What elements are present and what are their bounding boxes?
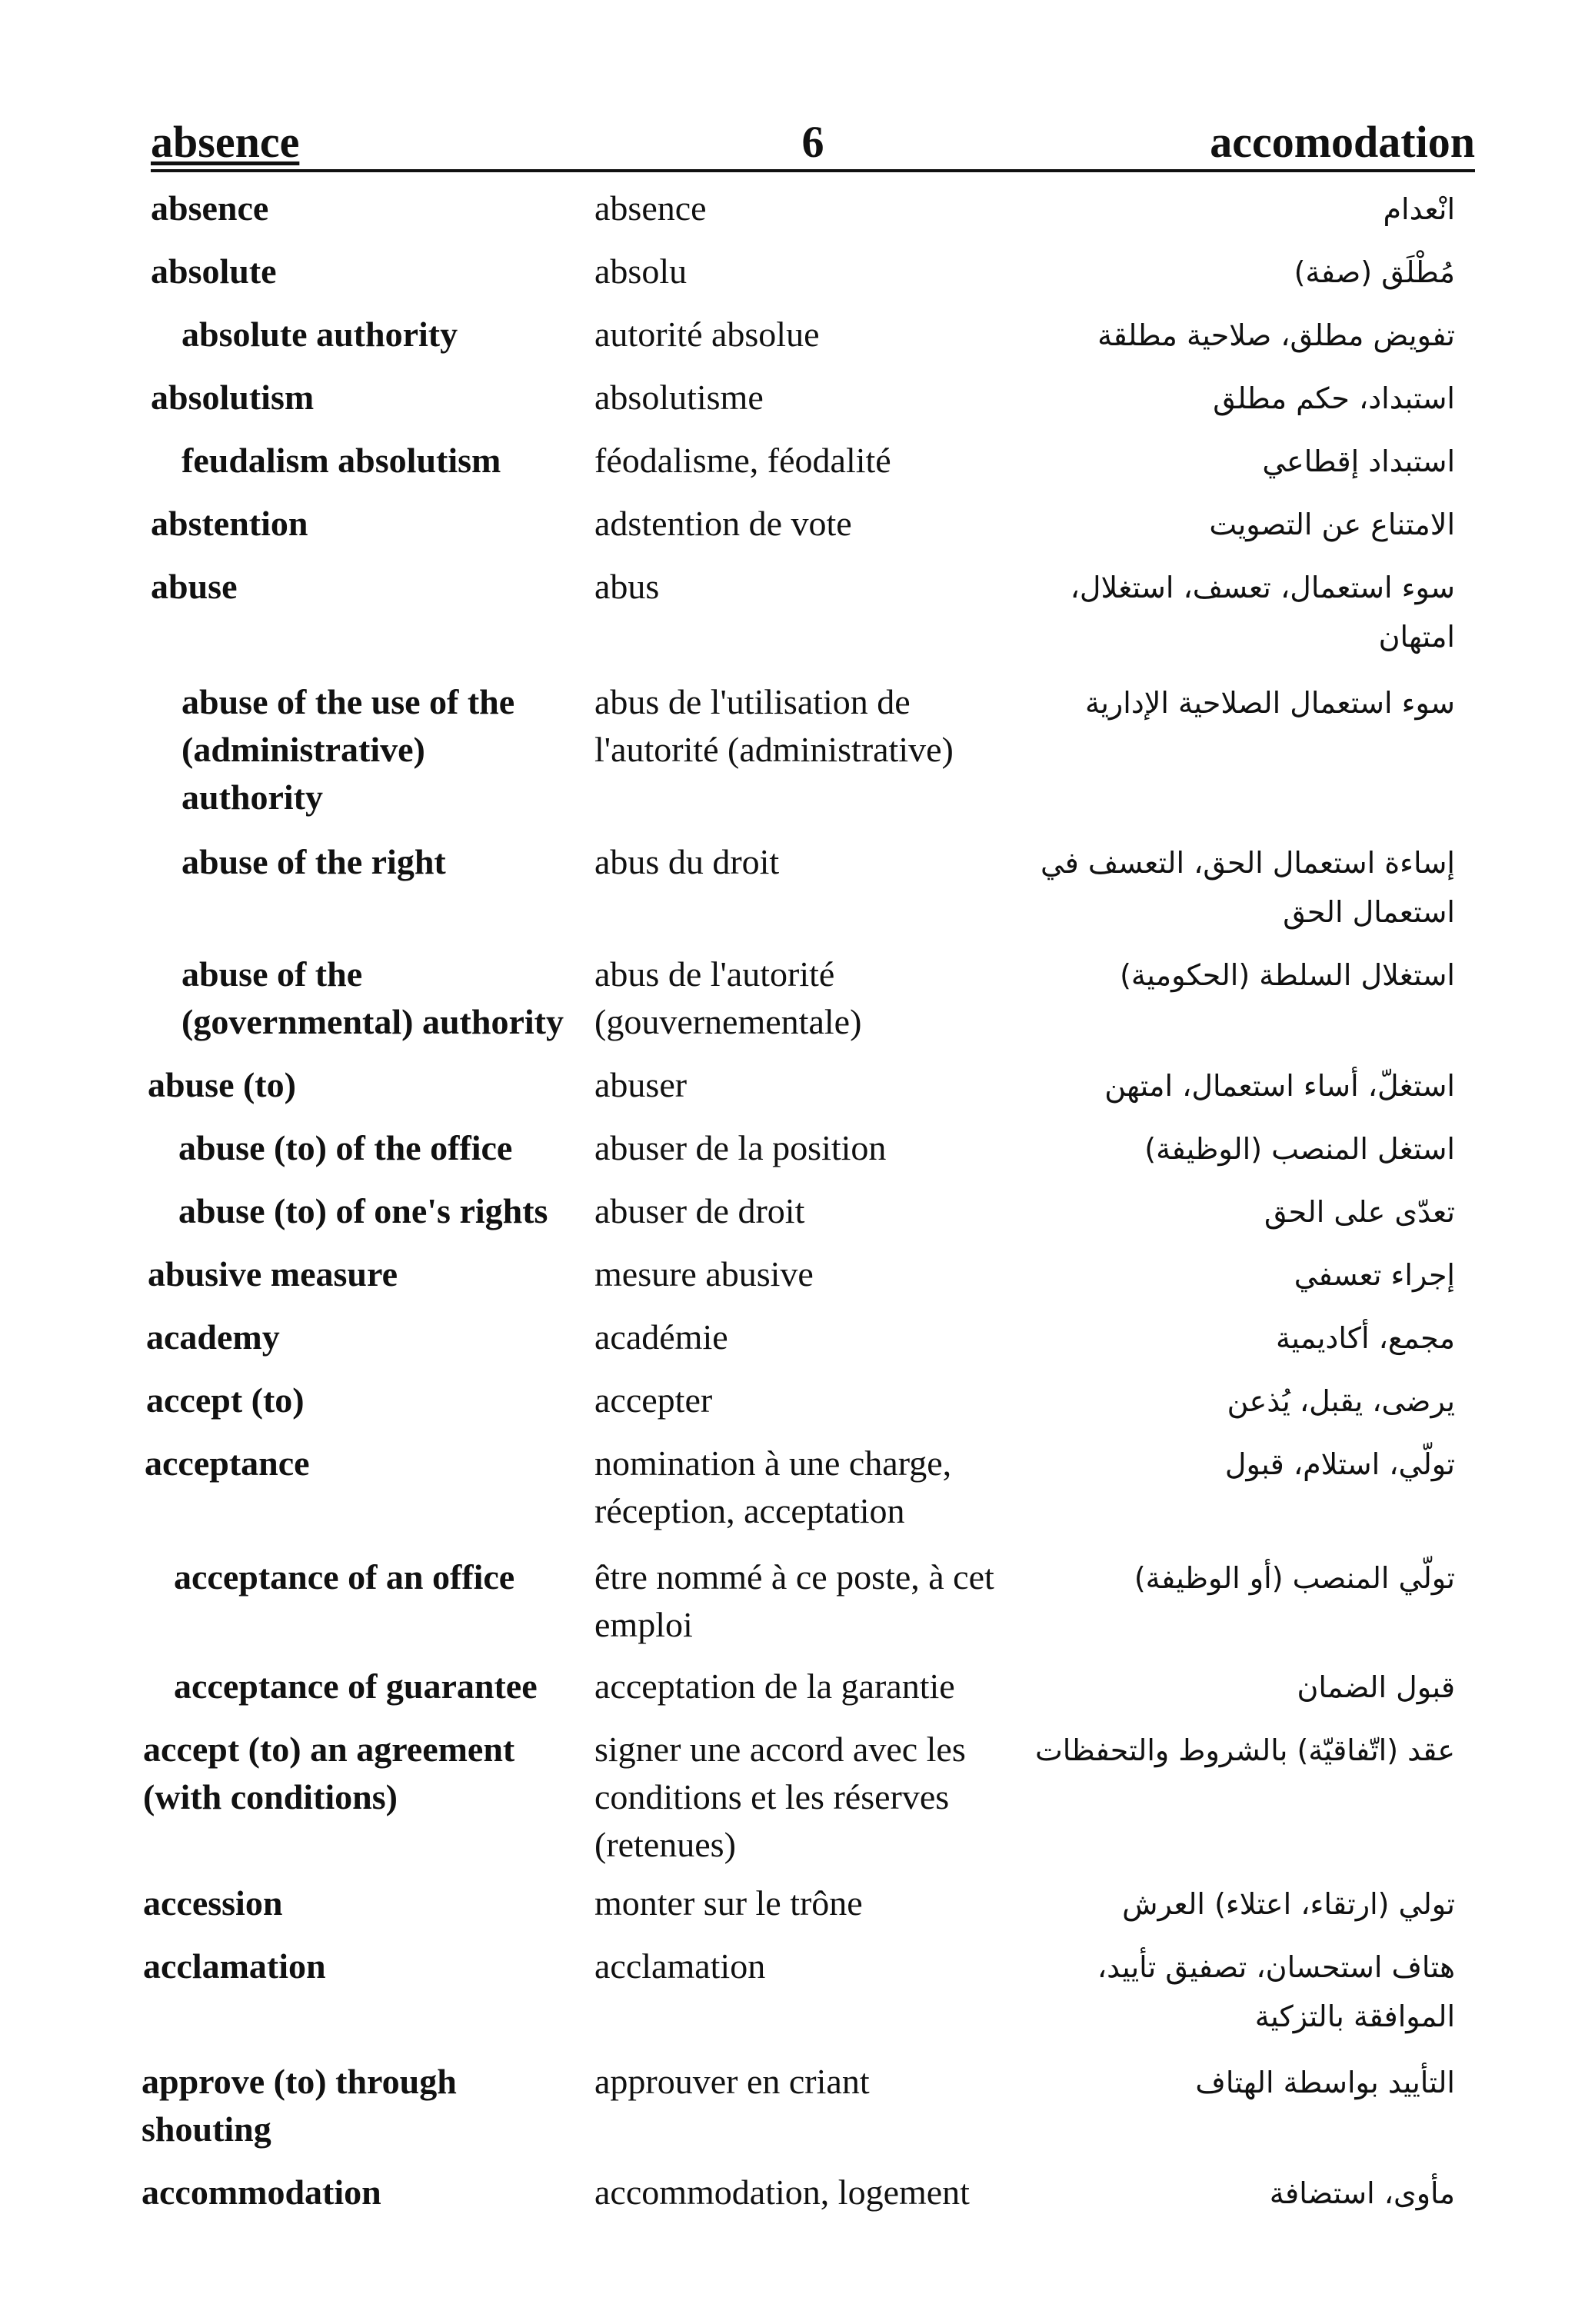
english-term: abuse (to) of the office xyxy=(178,1128,513,1167)
english-term: accept (to) an agreement (with conditions) xyxy=(143,1730,515,1816)
french-term: acclamation xyxy=(594,1946,766,1986)
arabic-term: إساءة استعمال الحق، التعسف في استعمال الحق xyxy=(1040,846,1455,929)
french-term: être nommé à ce poste, à cet emploi xyxy=(594,1557,994,1644)
arabic-term: هتاف استحسان، تصفيق تأييد، الموافقة بالتزكية xyxy=(1097,1950,1455,2033)
header-first-word: absence xyxy=(151,117,300,167)
arabic-term: استغلال السلطة (الحكومية) xyxy=(1120,958,1455,992)
english-term: abuse of the right xyxy=(181,842,446,881)
english-term: academy xyxy=(146,1317,280,1357)
french-term: mesure abusive xyxy=(594,1254,814,1294)
french-term: abus de l'utilisation de l'autorité (administrative) xyxy=(594,682,954,769)
english-term: acceptance of an office xyxy=(174,1557,515,1597)
english-term: approve (to) through shouting xyxy=(142,2062,457,2149)
english-term: accession xyxy=(143,1883,283,1923)
arabic-term: استغلّ، أساء استعمال، امتهن xyxy=(1104,1069,1455,1103)
english-term: accept (to) xyxy=(146,1380,305,1420)
french-term: abus xyxy=(594,567,660,606)
arabic-term: مجمع، أكاديمية xyxy=(1276,1321,1455,1355)
english-term: absolute xyxy=(151,251,277,291)
arabic-term: تولّي، استلام، قبول xyxy=(1224,1447,1455,1481)
header-last-word: accomodation xyxy=(1210,117,1475,167)
french-term: nomination à une charge, réception, acceptation xyxy=(594,1443,952,1530)
french-term: académie xyxy=(594,1317,728,1357)
arabic-term: تولّي المنصب (أو الوظيفة) xyxy=(1134,1561,1455,1595)
english-term: abstention xyxy=(151,504,308,543)
arabic-term: الامتناع عن التصويت xyxy=(1209,508,1455,541)
french-term: féodalisme, féodalité xyxy=(594,441,891,480)
arabic-term: مأوى، استضافة xyxy=(1269,2176,1455,2210)
french-term: monter sur le trône xyxy=(594,1883,863,1923)
arabic-term: استبداد إقطاعي xyxy=(1262,444,1455,478)
page-number: 6 xyxy=(801,117,824,167)
french-term: abus de l'autorité (gouvernementale) xyxy=(594,954,862,1041)
french-term: approuver en criant xyxy=(594,2062,870,2101)
english-term: abuse of the (governmental) authority xyxy=(181,954,564,1041)
arabic-term: قبول الضمان xyxy=(1297,1670,1455,1704)
english-term: acclamation xyxy=(143,1946,326,1986)
arabic-term: انْعدام xyxy=(1383,192,1455,226)
arabic-term: مُطْلَق (صفة) xyxy=(1294,255,1455,289)
english-term: abusive measure xyxy=(148,1254,398,1294)
french-term: acceptation de la garantie xyxy=(594,1666,955,1706)
english-term: absence xyxy=(151,188,269,228)
english-term: accommodation xyxy=(142,2173,381,2212)
arabic-term: سوء استعمال، تعسف، استغلال، امتهان xyxy=(1070,571,1455,654)
french-term: abuser xyxy=(594,1065,688,1104)
english-term: abuse (to) xyxy=(148,1065,296,1104)
arabic-term: استغل المنصب (الوظيفة) xyxy=(1144,1132,1455,1166)
arabic-term: عقد (اتّفاقيّة) بالشروط والتحفظات xyxy=(1035,1733,1455,1767)
french-term: autorité absolue xyxy=(594,315,820,354)
arabic-term: تعدّى على الحق xyxy=(1264,1195,1455,1229)
french-term: adstention de vote xyxy=(594,504,852,543)
english-term: acceptance of guarantee xyxy=(174,1666,538,1706)
english-term: absolutism xyxy=(151,378,315,417)
french-term: absence xyxy=(594,188,707,228)
arabic-term: يرضى، يقبل، يُذعن xyxy=(1227,1384,1455,1418)
english-term: feudalism absolutism xyxy=(181,441,501,480)
french-term: accommodation, logement xyxy=(594,2173,970,2212)
french-term: abus du droit xyxy=(594,842,780,881)
arabic-term: التأييد بواسطة الهتاف xyxy=(1195,2066,1455,2099)
english-term: absolute authority xyxy=(181,315,458,354)
french-term: signer une accord avec les conditions et les réserves (retenues) xyxy=(594,1730,966,1864)
arabic-term: تولي (ارتقاء، اعتلاء) العرش xyxy=(1122,1887,1455,1921)
french-term: accepter xyxy=(594,1380,713,1420)
arabic-term: إجراء تعسفي xyxy=(1294,1258,1455,1292)
arabic-term: استبداد، حكم مطلق xyxy=(1213,381,1455,415)
arabic-term: تفويض مطلق، صلاحية مطلقة xyxy=(1097,318,1455,352)
french-term: abuser de la position xyxy=(594,1128,887,1167)
english-term: abuse (to) of one's rights xyxy=(178,1191,548,1230)
english-term: acceptance xyxy=(145,1443,310,1483)
arabic-term: سوء استعمال الصلاحية الإدارية xyxy=(1084,686,1455,720)
english-term: abuse xyxy=(151,567,238,606)
french-term: absolu xyxy=(594,251,688,291)
french-term: abuser de droit xyxy=(594,1191,805,1230)
english-term: abuse of the use of the (administrative) authority xyxy=(181,682,515,817)
french-term: absolutisme xyxy=(594,378,764,417)
